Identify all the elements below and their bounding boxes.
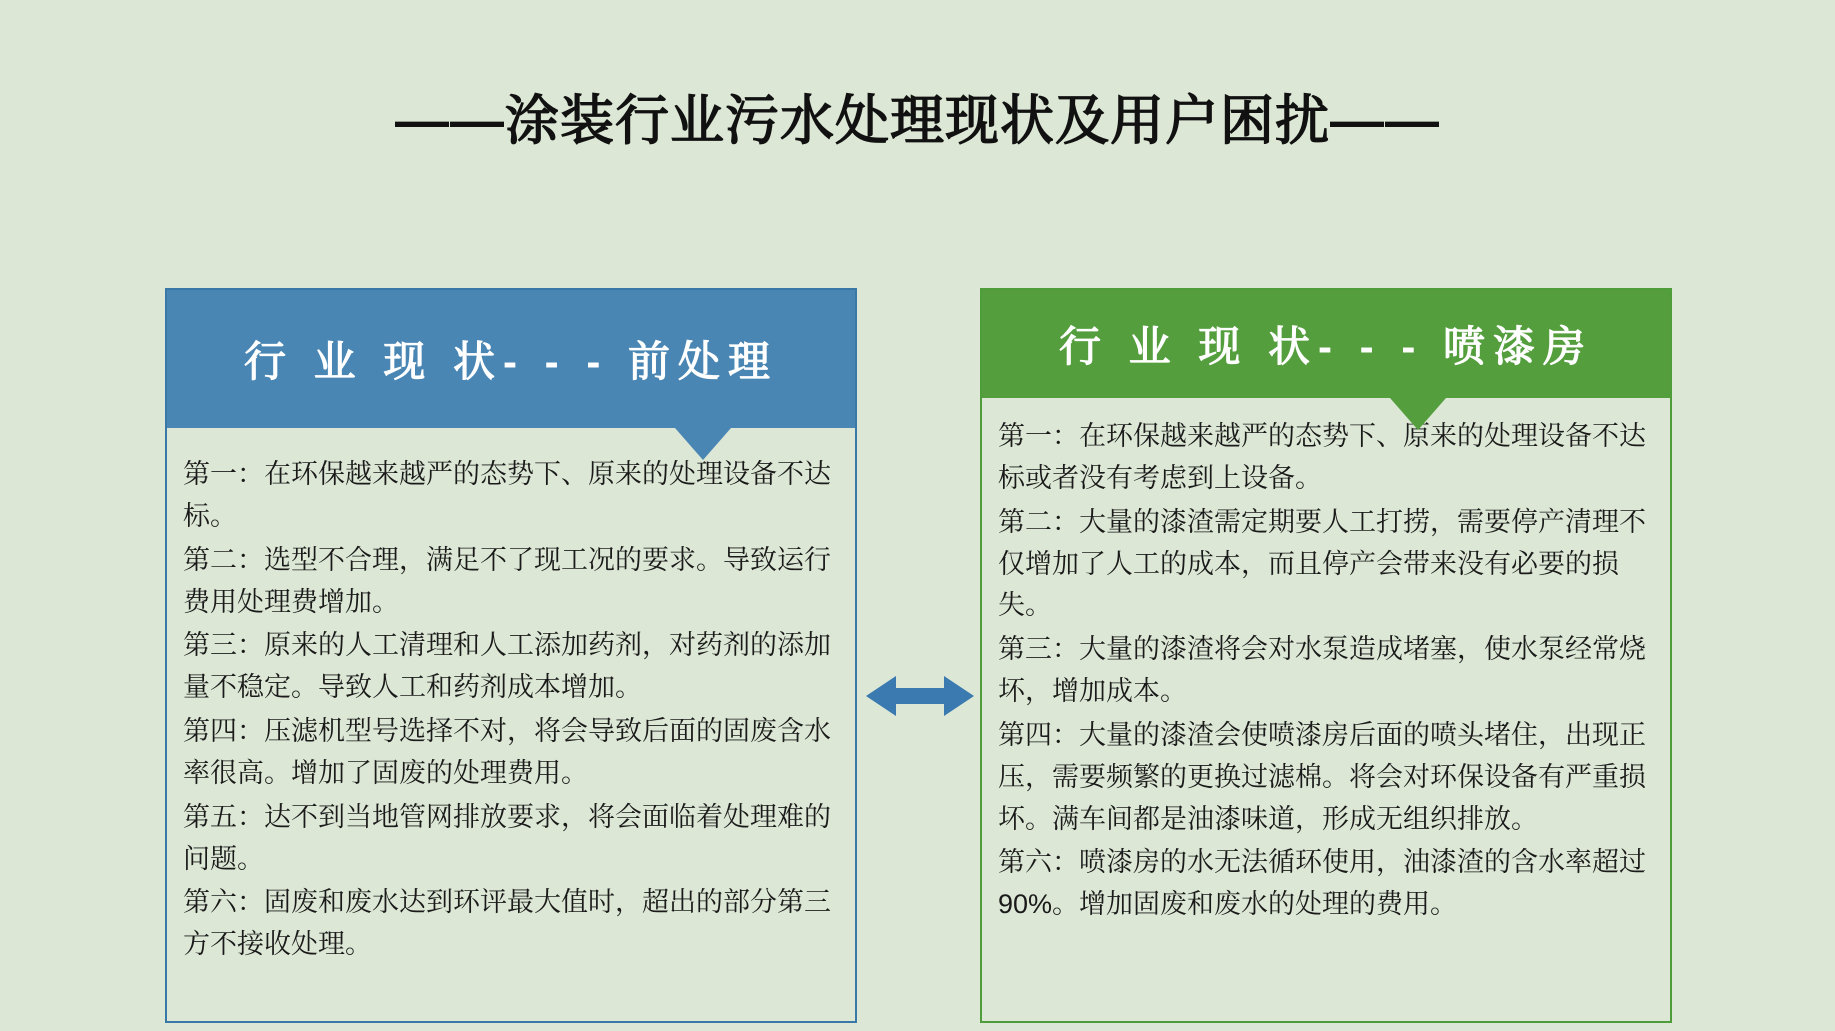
panel-spray-booth-pointer xyxy=(1390,398,1446,430)
panel-spray-booth-line-2: 第二：大量的漆渣需定期要人工打捞，需要停产清理不仅增加了人工的成本，而且停产会带来没有必要的损失。 xyxy=(998,506,1646,621)
panel-pretreatment-line-4: 第四：压滤机型号选择不对，将会导致后面的固废含水率很高。增加了固废的处理费用。 xyxy=(183,716,831,788)
panel-pretreatment-line-1: 第一：在环保越来越严的态势下、原来的处理设备不达标。 xyxy=(183,459,831,531)
panel-pretreatment xyxy=(165,288,857,1023)
panel-pretreatment-header: 行 业 现 状- - - 前处理 xyxy=(167,290,855,428)
panel-spray-booth-body xyxy=(982,398,1670,1021)
panel-pretreatment-line-5: 第五：达不到当地管网排放要求，将会面临着处理难的问题。 xyxy=(183,801,831,874)
panel-spray-booth-line-4: 第四：大量的漆渣会使喷漆房后面的喷头堵住，出现正压，需要频繁的更换过滤棉。将会对环保设备有严重损坏。满车间都是油漆味道，形成无组织排放。 xyxy=(998,719,1646,834)
panel-pretreatment-line-6: 第六：固废和废水达到环评最大值时，超出的部分第三方不接收处理。 xyxy=(183,887,831,960)
double-arrow-icon xyxy=(866,668,974,724)
panel-pretreatment-body xyxy=(167,428,855,1021)
panel-spray-booth-header: 行 业 现 状- - - 喷漆房 xyxy=(982,290,1670,398)
panel-spray-booth-line-1: 第一：在环保越来越严的态势下、原来的处理设备不达标或者没有考虑到上设备。 xyxy=(998,421,1646,493)
panel-pretreatment-line-2: 第二：选型不合理，满足不了现工况的要求。导致运行费用处理费增加。 xyxy=(183,544,831,617)
page-title: ——涂装行业污水处理现状及用户困扰—— xyxy=(395,91,1440,151)
panel-pretreatment-pointer xyxy=(675,428,731,460)
panel-spray-booth-line-3: 第三：大量的漆渣将会对水泵造成堵塞，使水泵经常烧坏，增加成本。 xyxy=(998,634,1646,707)
panel-pretreatment-line-3: 第三：原来的人工清理和人工添加药剂，对药剂的添加量不稳定。导致人工和药剂成本增加。 xyxy=(183,630,831,703)
panel-spray-booth-line-5: 第六：喷漆房的水无法循环使用，油漆渣的含水率超过90%。增加固废和废水的处理的费用。 xyxy=(998,847,1646,920)
double-arrow-connector xyxy=(866,668,974,724)
panel-spray-booth xyxy=(980,288,1672,1023)
